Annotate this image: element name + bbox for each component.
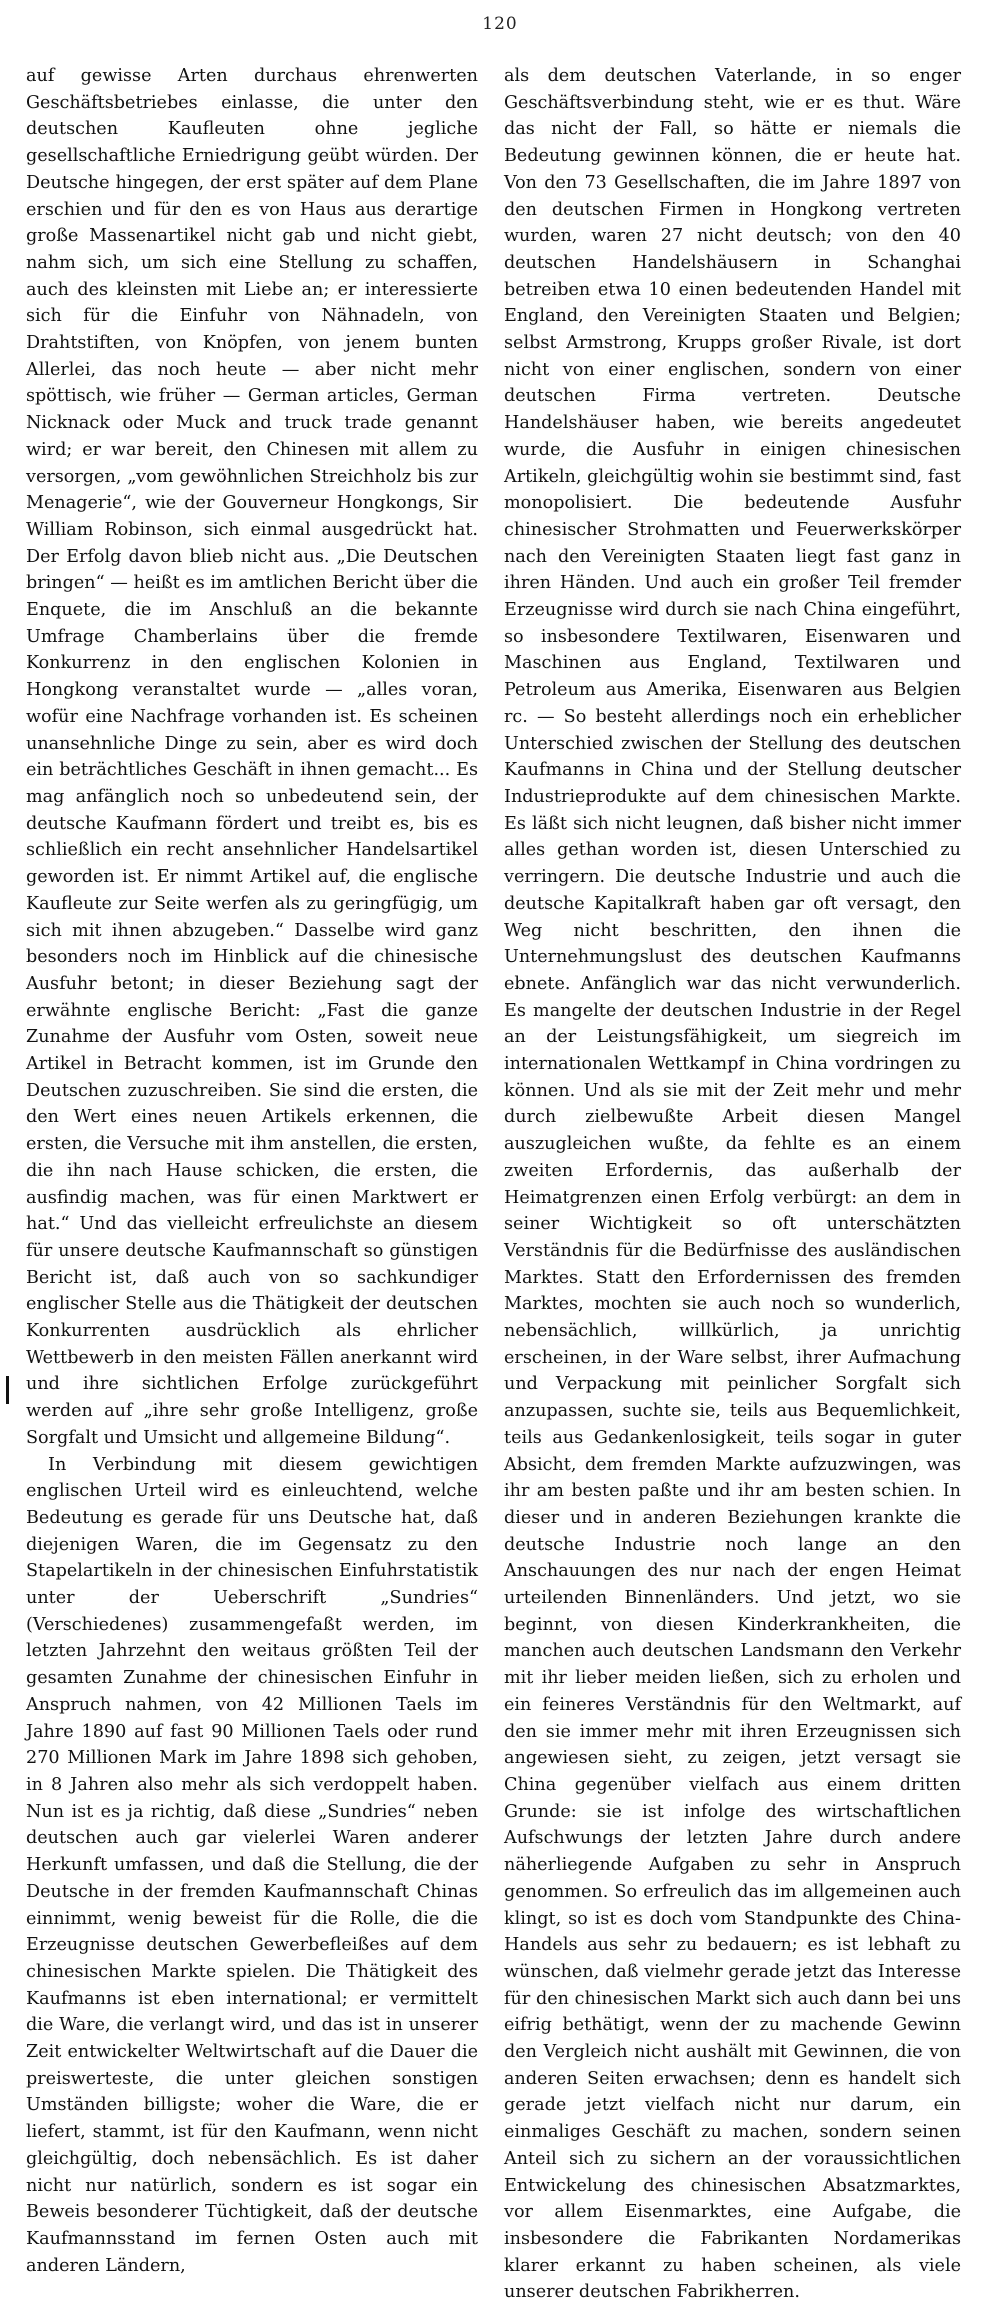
- left-column: [26, 63, 478, 2279]
- right-column: [504, 63, 961, 2306]
- page-number: 120: [482, 14, 518, 34]
- left-paragraph-2: In Verbindung mit diesem gewichtigen englischen Urteil wird es einleuchtend, welche Bedeutung es gerade für uns Deutsche hat, daß diejenigen Waren, die im Gegensatz zu den Stapelartikeln in der chinesischen Einfuhrstatistik unter der Ueberschrift „Sundries“ (Verschiedenes) zusammengefaßt werden, im letzten Jahrzehnt den weitaus größten Teil der gesamten Zunahme der chinesischen Einfuhr in Anspruch nahmen, von 42 Millionen Taels im Jahre 1890 auf fast 90 Millionen Taels oder rund 270 Millionen Mark im Jahre 1898 sich gehoben, in 8 Jahren also mehr als sich verdoppelt haben. Nun ist es ja richtig, daß diese „Sundries“ neben deutschen auch gar vielerlei Waren anderer Herkunft umfassen, und daß die Stellung, die der Deutsche in der fremden Kaufmannschaft Chinas einnimmt, wenig beweist für die Rolle, die die Erzeugnisse deutschen Gewerbefleißes auf dem chinesischen Markte spielen. Die Thätigkeit des Kaufmanns ist eben international; er vermittelt die Ware, die verlangt wird, und das ist in unserer Zeit entwickelter Weltwirtschaft auf die Dauer die preiswerteste, die unter gleichen sonstigen Umständen billigste; woher die Ware, die er liefert, stammt, ist für den Kaufmann, wenn nicht gleichgültig, doch nebensächlich. Es ist daher nicht nur natürlich, sondern es ist sogar ein Beweis besonderer Tüchtigkeit, daß der deutsche Kaufmannsstand im fernen Osten auch mit anderen Ländern,: [26, 1454, 478, 2276]
- margin-mark: [6, 1376, 9, 1404]
- left-paragraph-1: auf gewisse Arten durchaus ehrenwerten Geschäftsbetriebes einlasse, die unter den deutschen Kaufleuten ohne jegliche gesellschaftliche Erniedrigung geübt würden. Der Deutsche hingegen, der erst später auf dem Plane erschien und für den es von Haus aus derartige große Massenartikel nicht gab und nicht giebt, nahm sich, um sich eine Stellung zu schaffen, auch des kleinsten mit Liebe an; er interessierte sich für die Einfuhr von Nähnadeln, von Drahtstiften, von Knöpfen, von jenem bunten Allerlei, das noch heute — aber nicht mehr spöttisch, wie früher — German articles, German Nicknack oder Muck and truck trade genannt wird; er war bereit, den Chinesen mit allem zu versorgen, „vom gewöhnlichen Streichholz bis zur Menagerie“, wie der Gouverneur Hongkongs, Sir William Robinson, sich einmal ausgedrückt hat. Der Erfolg davon blieb nicht aus. „Die Deutschen bringen“ — heißt es im amtlichen Bericht über die Enquete, die im Anschluß an die bekannte Umfrage Chamberlains über die fremde Konkurrenz in den englischen Kolonien in Hongkong veranstaltet wurde — „alles voran, wofür eine Nachfrage vorhanden ist. Es scheinen unansehnliche Dinge zu sein, aber es wird doch ein beträchtliches Geschäft in ihnen gemacht... Es mag anfänglich noch so unbedeutend sein, der deutsche Kaufmann fördert und treibt es, bis es schließlich ein recht ansehnlicher Handelsartikel geworden ist. Er nimmt Artikel auf, die englische Kaufleute zur Seite werfen als zu geringfügig, um sich mit ihnen abzugeben.“ Dasselbe wird ganz besonders noch im Hinblick auf die chinesische Ausfuhr betont; in dieser Beziehung sagt der erwähnte englische Bericht: „Fast die ganze Zunahme der Ausfuhr vom Osten, soweit neue Artikel in Betracht kommen, ist im Grunde den Deutschen zuzuschreiben. Sie sind die ersten, die den Wert eines neuen Artikels erkennen, die ersten, die Versuche mit ihm anstellen, die ersten, die ihn nach Hause schicken, die ersten, die ausfindig machen, was für einen Marktwert er hat.“ Und das vielleicht erfreulichste an diesem für unsere deutsche Kaufmannschaft so günstigen Bericht ist, daß auch von so sachkundiger englischer Stelle aus die Thätigkeit der deutschen Konkurrenten ausdrücklich als ehrlicher Wettbewerb in den meisten Fällen anerkannt wird und ihre sichtlichen Erfolge zurückgeführt werden auf „ihre sehr große Intelligenz, große Sorgfalt und Umsicht und allgemeine Bildung“.: [26, 66, 478, 1448]
- right-paragraph-1: als dem deutschen Vaterlande, in so enger Geschäftsverbindung steht, wie er es thut. Wäre das nicht der Fall, so hätte er niemals die Bedeutung gewinnen können, die er heute hat. Von den 73 Gesellschaften, die im Jahre 1897 von den deutschen Firmen in Hongkong vertreten wurden, waren 27 nicht deutsch; von den 40 deutschen Handelshäusern in Schanghai betreiben etwa 10 einen bedeutenden Handel mit England, den Vereinigten Staaten und Belgien; selbst Armstrong, Krupps großer Rivale, ist dort nicht von einer englischen, sondern von einer deutschen Firma vertreten. Deutsche Handelshäuser haben, wie bereits angedeutet wurde, die Ausfuhr in einigen chinesischen Artikeln, gleichgültig wohin sie bestimmt sind, fast monopolisiert. Die bedeutende Ausfuhr chinesischer Strohmatten und Feuerwerkskörper nach den Vereinigten Staaten liegt fast ganz in ihren Händen. Und auch ein großer Teil fremder Erzeugnisse wird durch sie nach China eingeführt, so insbesondere Textilwaren, Eisenwaren und Maschinen aus England, Textilwaren und Petroleum aus Amerika, Eisenwaren aus Belgien rc. — So besteht allerdings noch ein erheblicher Unterschied zwischen der Stellung des deutschen Kaufmanns in China und der Stellung deutscher Industrieprodukte auf dem chinesischen Markte. Es läßt sich nicht leugnen, daß bisher nicht immer alles gethan worden ist, diesen Unterschied zu verringern. Die deutsche Industrie und auch die deutsche Kapitalkraft haben gar oft versagt, den Weg nicht beschritten, den ihnen die Unternehmungslust des deutschen Kaufmanns ebnete. Anfänglich war das nicht verwunderlich. Es mangelte der deutschen Industrie in der Regel an der Leistungsfähigkeit, um siegreich im internationalen Wettkampf in China vordringen zu können. Und als sie mit der Zeit mehr und mehr durch zielbewußte Arbeit diesen Mangel auszugleichen wußte, da fehlte es an einem zweiten Erfordernis, das außerhalb der Heimatgrenzen einen Erfolg verbürgt: an dem in seiner Wichtigkeit so oft unterschätzten Verständnis für die Bedürfnisse des ausländischen Marktes. Statt den Erfordernissen des fremden Marktes, mochten sie auch noch so wunderlich, nebensächlich, willkürlich, ja unrichtig erscheinen, in der Ware selbst, ihrer Aufmachung und Verpackung mit peinlicher Sorgfalt sich anzupassen, suchte sie, teils aus Bequemlichkeit, teils aus Gedankenlosigkeit, teils sogar in guter Absicht, dem fremden Markte aufzuzwingen, was ihr am besten paßte und ihr am besten schien. In dieser und in anderen Beziehungen krankte die deutsche Industrie noch lange an den Anschauungen des nur nach der engen Heimat urteilenden Binnenländers. Und jetzt, wo sie beginnt, von diesen Kinderkrankheiten, die manchen auch deutschen Landsmann den Verkehr mit ihr lieber meiden ließen, sich zu erholen und ein feineres Verständnis für den Weltmarkt, auf den sie immer mehr mit ihren Erzeugnissen sich angewiesen sieht, zu zeigen, jetzt versagt sie China gegenüber vielfach aus einem dritten Grunde: sie ist infolge des wirtschaftlichen Aufschwungs der letzten Jahre durch andere näherliegende Aufgaben zu sehr in Anspruch genommen. So erfreulich das im allgemeinen auch klingt, so ist es doch vom Standpunkte des China-Handels aus sehr zu bedauern; es ist lebhaft zu wünschen, daß vielmehr gerade jetzt das Interesse für den chinesischen Markt sich auch dann bei uns eifrig bethätigt, wenn der zu machende Gewinn den Vergleich nicht aushält mit Gewinnen, die von anderen Seiten erwachsen; denn es handelt sich gerade jetzt vielfach nicht nur darum, ein einmaliges Geschäft zu machen, sondern seinen Anteil sich zu sichern an der voraussichtlichen Entwickelung des chinesischen Absatzmarktes, vor allem Eisenmarktes, eine Aufgabe, die insbesondere die Fabrikanten Nordamerikas klarer erkannt zu haben scheinen, als viele unserer deutschen Fabrikherren.: [504, 66, 961, 2303]
